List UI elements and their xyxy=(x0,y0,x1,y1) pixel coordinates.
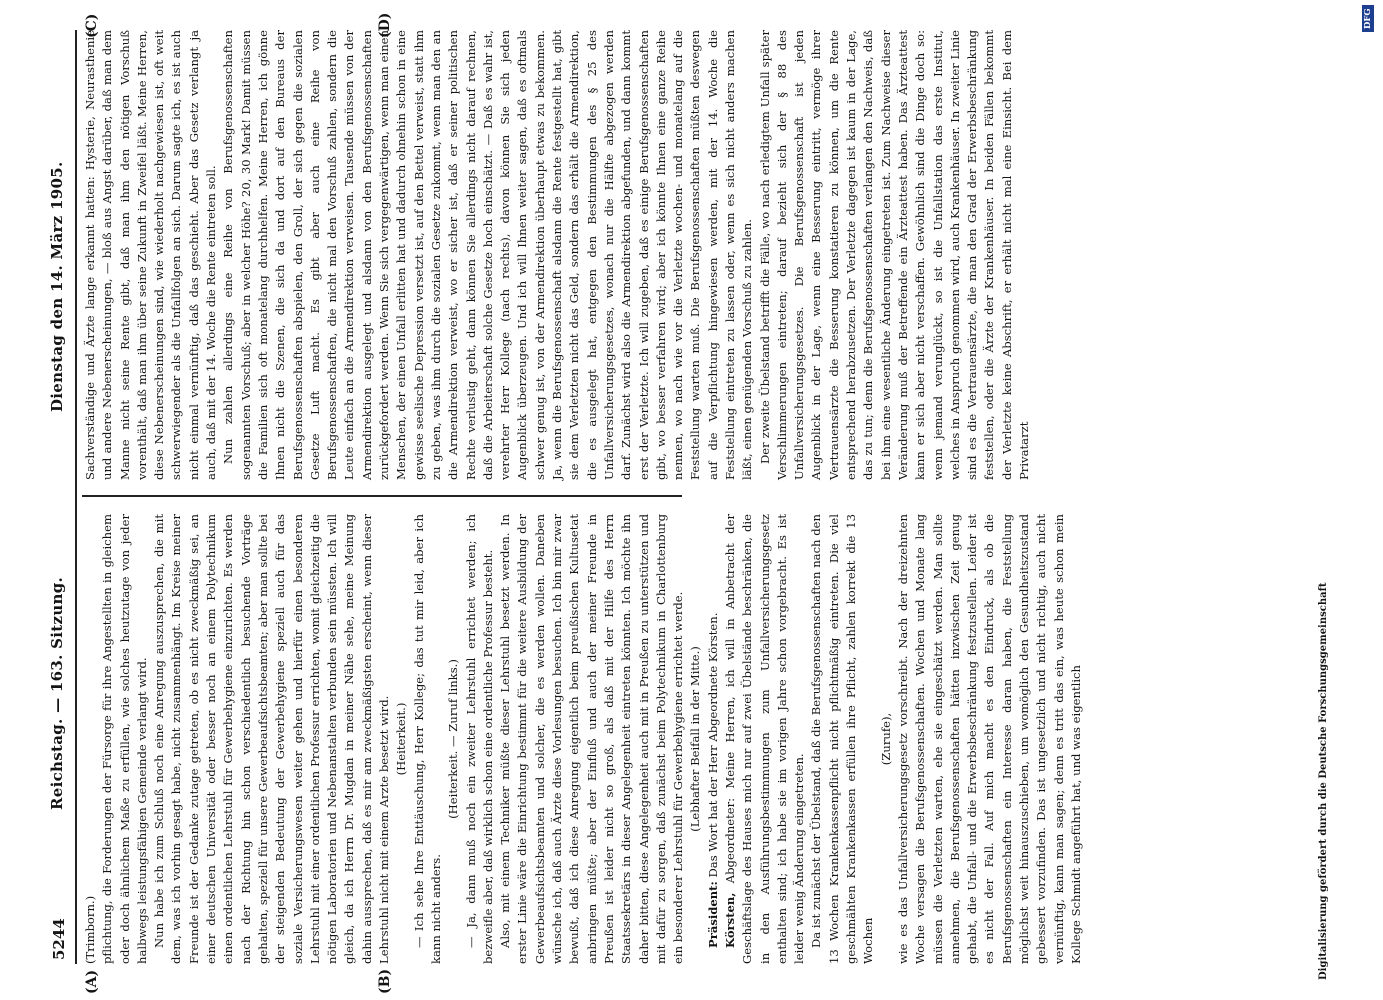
column-divider xyxy=(82,495,682,497)
paragraph-text: Nun zahlen allerdings eine Reihe von Berufsgenossenschaften sogenannten Vorschuß; aber in welcher Höhe? 20, 30 Mark! Damit müssen die Familien sich oft monatelang durchhelfen. Meine Herren, ich gönne Ihnen nicht die Szenen, die sich da und dort auf den Bureaus der Berufsgenossenschaften abspielen, den Groll, der sich gegen die sozialen Gesetze Luft macht. Es gibt aber auch eine Reihe von Berufsgenossenschaften, die nicht mal den Vorschuß zahlen, sondern die Leute einfach an die Armendirektion verweisen. Tausende müssen von der Armendirektion ausgelegt und alsdann von den Berufsgenossenschaften zurückgefordert werden. Wenn Sie sich vergegenwärtigen, wenn man einen Menschen, der einen Unfall erlitten hat und dadurch ohnehin schon in eine gewisse seelische Depression versetzt ist, auf den Bettel verweist, statt ihm zu geben, was ihm durch die sozialen Gesetze zukommt, wenn man den an die Armendirektion verweist, wo er sicher ist, daß er seiner politischen Rechte verlustig geht, dann können Sie allerdings nicht darauf rechnen, daß die Arbeiterschaft solche Gesetze hoch einschätzt. — Daß es wahr ist, verehrter Herr Kollege (nach rechts), davon können Sie sich jeden Augenblick überzeugen. Und ich will Ihnen weiter sagen, daß es oftmals schwer genug ist, von der Armendirektion überhaupt etwas zu bekommen. Ja, wenn die Berufsgenossenschaft alsdann die Rente festgestellt hat, gibt sie dem Verletzten nicht das Geld, sondern das erhält die Armendirektion, die es ausgelegt hat, entgegen den Bestimmungen des § 25 des Unfallversicherungsgesetzes, wonach nur die Hälfte abgezogen werden darf. Zunächst wird also die Armendirektion abgefunden, und dann kommt erst der Verletzte. Ich will zugeben, daß es einige Berufsgenossenschaften gibt, wo besser verfahren wird; aber ich könnte Ihnen eine ganze Reihe nennen, wo nach wie vor die Verletzte wochen- und monatelang auf die Feststellung warten muß. Die Berufsgenossenschaften müßten deswegen auf die Verpflichtung hingewiesen werden, mit der 14. Woche die Feststellung eintreten zu lassen oder, wenn es sich nicht anders machen läßt, einen genügenden Vorschuß zu zahlen. xyxy=(221,30,755,480)
paragraph-text: (Trimborn.) xyxy=(83,895,97,964)
page-header xyxy=(48,30,74,960)
paragraph xyxy=(705,514,722,964)
paragraph-text: Abgeordneter: Meine Herren, ich will in Anbetracht der Geschäftslage des Hauses mich nur auf zwei Übelstände beschränken, die in den Ausführungsbestimmungen zum Unfallversicherungsgesetz enthalten sind; ich habe sie im vorigen Jahre schon vorgebracht. Es ist leider wenig Änderung eingetreten. xyxy=(722,514,807,964)
paragraph xyxy=(722,514,808,964)
paragraph-text: — Ja, dann muß noch ein zweiter Lehrstuhl errichtet werden; ich bezweifle aber, daß wirklich schon eine ordentliche Professur besteht. xyxy=(463,514,495,964)
paragraph xyxy=(99,514,151,964)
paragraph-text: Sachverständige und Ärzte lange erkannt hatten: Hysterie, Neurasthenie und andere Nebenerscheinungen, — bloß aus Angst darüber, daß man dem Manne nicht seine Rente gibt, daß man ihm den nötigen Vorschuß vorenthält, daß man ihm über seine Zukunft in Zweifel läßt. Meine Herren, diese Nebenerscheinungen sind, wie wiederholt nachgewiesen ist, oft weit schwerwiegender als die Unfallfolgen an sich. Darum sagte ich, es ist auch nicht einmal vernünftig, daß das geschieht. Aber das Gesetz verlangt ja auch, daß mit der 14. Woche die Rente eintreten soll. xyxy=(83,30,219,480)
speaker-name: Präsident: xyxy=(705,881,720,948)
paragraph-text: Der zweite Übelstand betrifft die Fälle, wo nach erledigtem Unfall später Verschlimmerungen eintreten; darauf bezieht sich der § 88 des Unfallversicherungsgesetzes. Die Berufsgenossenschaft ist jeden Augenblick in der Lage, wenn eine Besserung eintritt, vermöge ihrer Vertrauensärzte die Besserung konstatieren zu können, um die Rente entsprechend herabzusetzen. Der Verletzte dagegen ist kaum in der Lage, das zu tun; denn die Berufsgenossenschaften verlangen den Nachweis, daß bei ihm eine wesentliche Änderung eingetreten ist. Zum Nachweise dieser Veränderung muß der Betreffende ein Ärzteattest haben. Das Ärzteattest kann er sich aber nicht verschaffen. Gewöhnlich sind die Dinge doch so: wenn jemand verunglückt, so ist die Unfallstation das erste Institut, welches in Anspruch genommen wird, auch Krankenhäuser. In zweiter Linie sind es die Vertrauensärzte, die man den Grad der Erwerbsbeschränkung feststellen, oder die Ärzte der Krankenhäuser. In beiden Fällen bekommt der Verletzte keine Abschrift, er erhält nicht mal eine Einsicht. Bei dem Privatarzt xyxy=(757,30,1032,480)
speaker-name: Körsten, xyxy=(722,892,737,948)
margin-marker-d: (D) xyxy=(377,12,393,38)
margin-marker-b: (B) xyxy=(377,968,393,994)
paragraph-text: — Ich sehe Ihre Enttäuschung, Herr Kollege; das tut mir leid, aber ich kann nicht anders. xyxy=(411,514,443,964)
paragraph-text: pflichtung, die Forderungen der Fürsorge für ihre Angestellten in gleichem oder doch ähnlichem Maße zu erfüllen, wie solches heutzutage von jeder halbwegs leistungsfähigen Gemeinde verlangt wird. xyxy=(100,514,149,964)
paragraph xyxy=(687,514,704,964)
left-column xyxy=(82,514,1083,964)
paragraph xyxy=(497,514,687,964)
paragraph xyxy=(445,514,462,964)
paragraph xyxy=(878,514,895,964)
digitization-credit: Digitalisierung gefördert durch die Deutsche Forschungsgemeinschaft xyxy=(1318,582,1329,980)
paragraph-text: (Heiterkeit.) xyxy=(394,702,409,776)
paragraph xyxy=(82,30,220,480)
paragraph xyxy=(895,514,1085,964)
header-date: Dienstag den 14. März 1905. xyxy=(48,161,66,412)
paragraph xyxy=(82,514,99,964)
paragraph-text: Also, mit einem Techniker müßte dieser Lehrstuhl besetzt werden. In erster Linie wäre die Einrichtung bestimmt für die weitere Ausbildung der Gewerbeaufsichtsbeamten und solcher, die es werden wollen. Daneben wünsche ich, daß auch Ärzte diese Vorlesungen besuchen. Ich bin mir zwar bewußt, daß ich diese Anregung eigentlich beim preußischen Kultusetat anbringen müßte; aber der Einfluß und auch der meiner Freunde in Preußen ist leider nicht so groß, als daß mit der Hilfe des Herrn Staatssekretärs in dieser Angelegenheit eintreten könnten. Ich möchte ihn daher bitten, diese Angelegenheit auch mit in Preußen zu unterstützen und mit dafür zu sorgen, daß zunächst beim Polytechnikum in Charlottenburg ein besonderer Lehrstuhl für Gewerbehygiene errichtet werde. xyxy=(498,514,686,964)
paragraph xyxy=(463,514,498,964)
margin-marker-a: (A) xyxy=(84,969,100,994)
paragraph xyxy=(220,30,756,480)
paragraph xyxy=(151,514,393,964)
paragraph-text: (Heiterkeit. — Zuruf links.) xyxy=(446,659,461,819)
margin-marker-c: (C) xyxy=(84,13,100,38)
paragraph-text: (Lebhafter Beifall in der Mitte.) xyxy=(688,646,703,832)
paragraph xyxy=(411,514,446,964)
right-column xyxy=(82,30,1032,480)
header-rule xyxy=(75,30,77,964)
page-number: 5244 xyxy=(50,918,68,960)
paragraph xyxy=(757,30,1034,480)
dfg-logo: DFG xyxy=(1362,5,1374,32)
paragraph-text: wie es das Unfallversicherungsgesetz vorschreibt. Nach der dreizehnten Woche versagen die Berufsgenossenschaften. Wochen und Monate lang müssen die Verletzten warten, ehe sie eingeschätzt werden. Man sollte annehmen, die Berufsgenossenschaften hätten inzwischen Zeit genug gehabt, die Unfall- und die Erwerbsbeschränkung festzustellen. Leider ist es nicht der Fall. Auf mich macht es den Eindruck, als ob die Berufsgenossenschaften ein Interesse daran haben, die Feststellung möglichst weit hinauszuschieben, um womöglich den Gesundheitszustand gebessert vorzufinden. Das ist ungesetzlich und nicht richtig, auch nicht vernünftig, kann man sagen; denn es tritt das ein, was heute schon mein Kollege Schmidt angeführt hat, und was eigentlich xyxy=(895,514,1083,964)
paragraph-text: (Zurufe), xyxy=(878,712,893,766)
paragraph xyxy=(808,514,877,964)
paragraph-text: Das Wort hat der Herr Abgeordnete Körsten. xyxy=(705,612,720,882)
paragraph xyxy=(393,514,410,964)
paragraph-text: Nun habe ich zum Schluß noch eine Anregung auszusprechen, die mit dem, was ich vorhin gesagt habe, nicht zusammenhängt. Im Kreise meiner Freunde ist der Gedanke zutage getreten, ob es nicht zweckmäßig sei, an einer deutschen Universität oder besser noch an einem Polytechnikum einen ordentlichen Lehrstuhl für Gewerbehygiene einzurichten. Es werden nach der Richtung hin schon verschiedentlich besuchende Vorträge gehalten, speziell für unsere Gewerbeaufsichtsbeamten; aber man sollte bei der steigenden Bedeutung der Gewerbehygiene speziell auch für das soziale Versicherungswesen weiter gehen und hierfür einen besonderen Lehrstuhl mit einer ordentlichen Professur errichten, womit gleichzeitig die nötigen Laboratorien und Nebenanstalten verbunden sein müssten. Ich will gleich, da ich Herrn Dr. Mugdan in meiner Nähe sehe, meine Meinung dahin aussprechen, daß es mir am zweckmäßigsten erscheint, wenn dieser Lehrstuhl nicht mit einem Arzte besetzt wird. xyxy=(152,514,392,964)
paragraph-text: Da ist zunächst der Übelstand, daß die Berufsgenossenschaften nach den 13 Wochen Krankenkassenpflicht nicht pflichtmäßig eintreten. Die viel geschmähten Krankenkassen erfüllen ihre Pflicht, zahlen korrekt die 13 Wochen xyxy=(809,514,876,964)
header-session-title: Reichstag. — 163. Sitzung. xyxy=(48,576,66,810)
